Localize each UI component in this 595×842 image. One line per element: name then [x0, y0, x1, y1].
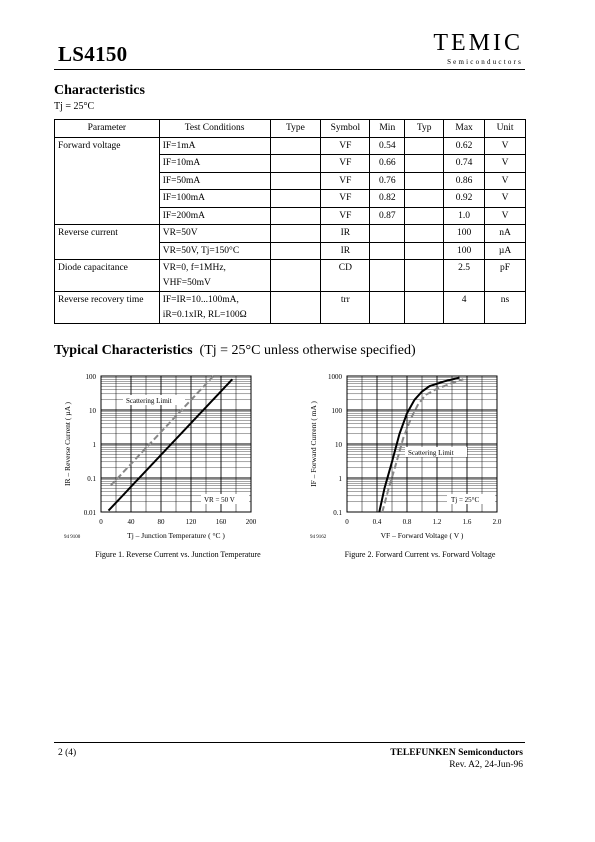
table-cell-symbol: VF [321, 207, 370, 225]
table-cell-min: 0.66 [370, 155, 405, 173]
condition-line: IF=IR=10...100mA, [162, 295, 239, 305]
table-cell-type [270, 225, 321, 243]
x-tick-label: 0.4 [372, 518, 382, 526]
table-cell-parameter [55, 190, 160, 208]
table-row [55, 225, 526, 243]
annotation-vr: VR = 50 V [204, 496, 235, 504]
table-cell-conditions: IF=10mA [159, 155, 270, 173]
typical-characteristics-title [54, 343, 416, 359]
table-cell-parameter [55, 155, 160, 173]
y-tick-label: 1 [338, 475, 342, 483]
table-cell-parameter: Reverse current [55, 225, 160, 243]
table-cell-min [370, 292, 405, 324]
table-cell-type [270, 137, 321, 155]
table-cell-type [270, 172, 321, 190]
table-cell-parameter: Forward voltage [55, 137, 160, 155]
table-cell-unit: V [485, 190, 526, 208]
y-tick-label: 0.1 [333, 509, 342, 517]
col-header: Max [444, 120, 485, 138]
table-cell-symbol: VF [321, 190, 370, 208]
table-cell-symbol: CD [321, 260, 370, 292]
table-row [55, 260, 526, 292]
series-line-solid [379, 378, 459, 512]
table-cell-typ [405, 155, 444, 173]
table-cell-parameter: Reverse recovery time [55, 292, 160, 324]
footer-divider [54, 742, 525, 743]
x-tick-label: 0.8 [402, 518, 412, 526]
table-cell-unit: ns [485, 292, 526, 324]
table-cell-type [270, 242, 321, 260]
table-cell-conditions: IF=1mA [159, 137, 270, 155]
table-cell-conditions: IF=200mA [159, 207, 270, 225]
table-cell-min: 0.82 [370, 190, 405, 208]
table-cell-typ [405, 137, 444, 155]
table-cell-conditions: VR=50V, Tj=150°C [159, 242, 270, 260]
annotation-scattering-limit: Scattering Limit [126, 397, 172, 405]
table-cell-min [370, 225, 405, 243]
header-divider [54, 69, 525, 70]
y-axis-label: IR – Reverse Current ( µA ) [63, 402, 72, 486]
annotation-scattering-limit: Scattering Limit [408, 449, 454, 457]
table-cell-typ [405, 225, 444, 243]
table-cell-unit: V [485, 172, 526, 190]
table-cell-type [270, 155, 321, 173]
table-row [55, 190, 526, 208]
figure-code: 94 9162 [310, 535, 327, 540]
table-cell-typ [405, 260, 444, 292]
col-header: Min [370, 120, 405, 138]
table-row [55, 207, 526, 225]
col-header: Type [270, 120, 321, 138]
table-cell-unit: V [485, 207, 526, 225]
table-cell-max: 100 [444, 242, 485, 260]
x-axis-label: Tj – Junction Temperature ( °C ) [127, 531, 225, 540]
table-cell-symbol: IR [321, 242, 370, 260]
table-cell-typ [405, 190, 444, 208]
x-tick-label: 2.0 [492, 518, 502, 526]
table-cell-symbol: VF [321, 172, 370, 190]
typical-title: Typical Characteristics [54, 343, 193, 358]
x-tick-label: 120 [185, 518, 197, 526]
table-cell-type [270, 260, 321, 292]
x-tick-label: 40 [127, 518, 135, 526]
characteristics-condition: Tj = 25°C [54, 101, 95, 112]
part-number: LS4150 [58, 42, 128, 66]
figure-caption: Figure 1. Reverse Current vs. Junction Temperature [95, 550, 261, 559]
table-cell-unit: nA [485, 225, 526, 243]
table-cell-parameter [55, 172, 160, 190]
characteristics-title: Characteristics [54, 83, 145, 98]
footer-revision: Rev. A2, 24-Jun-96 [449, 760, 523, 770]
table-cell-typ [405, 172, 444, 190]
x-tick-label: 1.2 [432, 518, 442, 526]
x-tick-label: 0 [345, 518, 349, 526]
table-cell-conditions: IF=100mA [159, 190, 270, 208]
typical-condition: (Tj = 25°C unless otherwise specified) [199, 343, 416, 358]
y-tick-label: 10 [335, 441, 342, 449]
table-cell-symbol: VF [321, 137, 370, 155]
table-cell-unit: pF [485, 260, 526, 292]
table-cell-max: 1.0 [444, 207, 485, 225]
table-cell-max: 0.62 [444, 137, 485, 155]
y-tick-label: 100 [331, 407, 342, 415]
table-row [55, 155, 526, 173]
col-header: Parameter [55, 120, 160, 138]
table-cell-max: 4 [444, 292, 485, 324]
figure-code: 94 9100 [64, 535, 81, 540]
table-cell-min: 0.76 [370, 172, 405, 190]
col-header: Test Conditions [159, 120, 270, 138]
annotation-tj: Tj = 25°C [451, 496, 480, 504]
table-row [55, 292, 526, 324]
table-row [55, 242, 526, 260]
condition-line: iR=0.1xIR, RL=100Ω [162, 309, 247, 320]
figure-1-chart [54, 366, 294, 566]
table-cell-parameter [55, 207, 160, 225]
table-cell-min [370, 260, 405, 292]
table-cell-max: 0.86 [444, 172, 485, 190]
y-tick-label: 10 [89, 407, 96, 415]
table-cell-parameter: Diode capacitance [55, 260, 160, 292]
table-cell-type [270, 292, 321, 324]
table-cell-conditions [159, 292, 270, 324]
table-cell-symbol: IR [321, 225, 370, 243]
page-number: 2 (4) [58, 748, 77, 758]
y-tick-label: 1 [92, 441, 96, 449]
table-cell-symbol: trr [321, 292, 370, 324]
figure-caption: Figure 2. Forward Current vs. Forward Voltage [344, 550, 496, 559]
x-tick-label: 160 [215, 518, 227, 526]
table-cell-unit: µA [485, 242, 526, 260]
table-cell-unit: V [485, 155, 526, 173]
y-axis-label: IF – Forward Current ( mA ) [309, 401, 318, 487]
condition-line: VR=0, f=1MHz, [162, 263, 226, 273]
x-tick-label: 200 [245, 518, 257, 526]
brand-subtitle: Semiconductors [447, 58, 523, 66]
table-cell-type [270, 207, 321, 225]
y-tick-label: 1000 [328, 373, 342, 381]
col-header: Symbol [321, 120, 370, 138]
footer-company: TELEFUNKEN Semiconductors [390, 748, 523, 758]
table-cell-conditions: IF=50mA [159, 172, 270, 190]
condition-line: VHF=50mV [162, 277, 211, 288]
table-cell-typ [405, 292, 444, 324]
table-cell-min [370, 242, 405, 260]
table-cell-symbol: VF [321, 155, 370, 173]
y-tick-label: 0.1 [87, 475, 96, 483]
col-header: Unit [485, 120, 526, 138]
table-cell-typ [405, 207, 444, 225]
table-cell-max: 0.92 [444, 190, 485, 208]
col-header: Typ [405, 120, 444, 138]
table-header-row [55, 120, 526, 138]
table-cell-parameter [55, 242, 160, 260]
y-tick-label: 0.01 [83, 509, 96, 517]
x-axis-label: VF – Forward Voltage ( V ) [380, 531, 464, 540]
table-cell-conditions [159, 260, 270, 292]
table-cell-max: 2.5 [444, 260, 485, 292]
table-row [55, 137, 526, 155]
characteristics-table [54, 119, 526, 324]
table-cell-unit: V [485, 137, 526, 155]
table-cell-max: 100 [444, 225, 485, 243]
table-cell-type [270, 190, 321, 208]
table-cell-typ [405, 242, 444, 260]
brand-logo: TEMIC [433, 30, 523, 56]
table-row [55, 172, 526, 190]
x-tick-label: 1.6 [462, 518, 472, 526]
series-line-dashed [111, 376, 214, 486]
table-cell-max: 0.74 [444, 155, 485, 173]
x-tick-label: 80 [157, 518, 165, 526]
table-cell-min: 0.87 [370, 207, 405, 225]
y-tick-label: 100 [85, 373, 96, 381]
figure-2-chart [300, 366, 540, 566]
x-tick-label: 0 [99, 518, 103, 526]
table-cell-min: 0.54 [370, 137, 405, 155]
table-cell-conditions: VR=50V [159, 225, 270, 243]
